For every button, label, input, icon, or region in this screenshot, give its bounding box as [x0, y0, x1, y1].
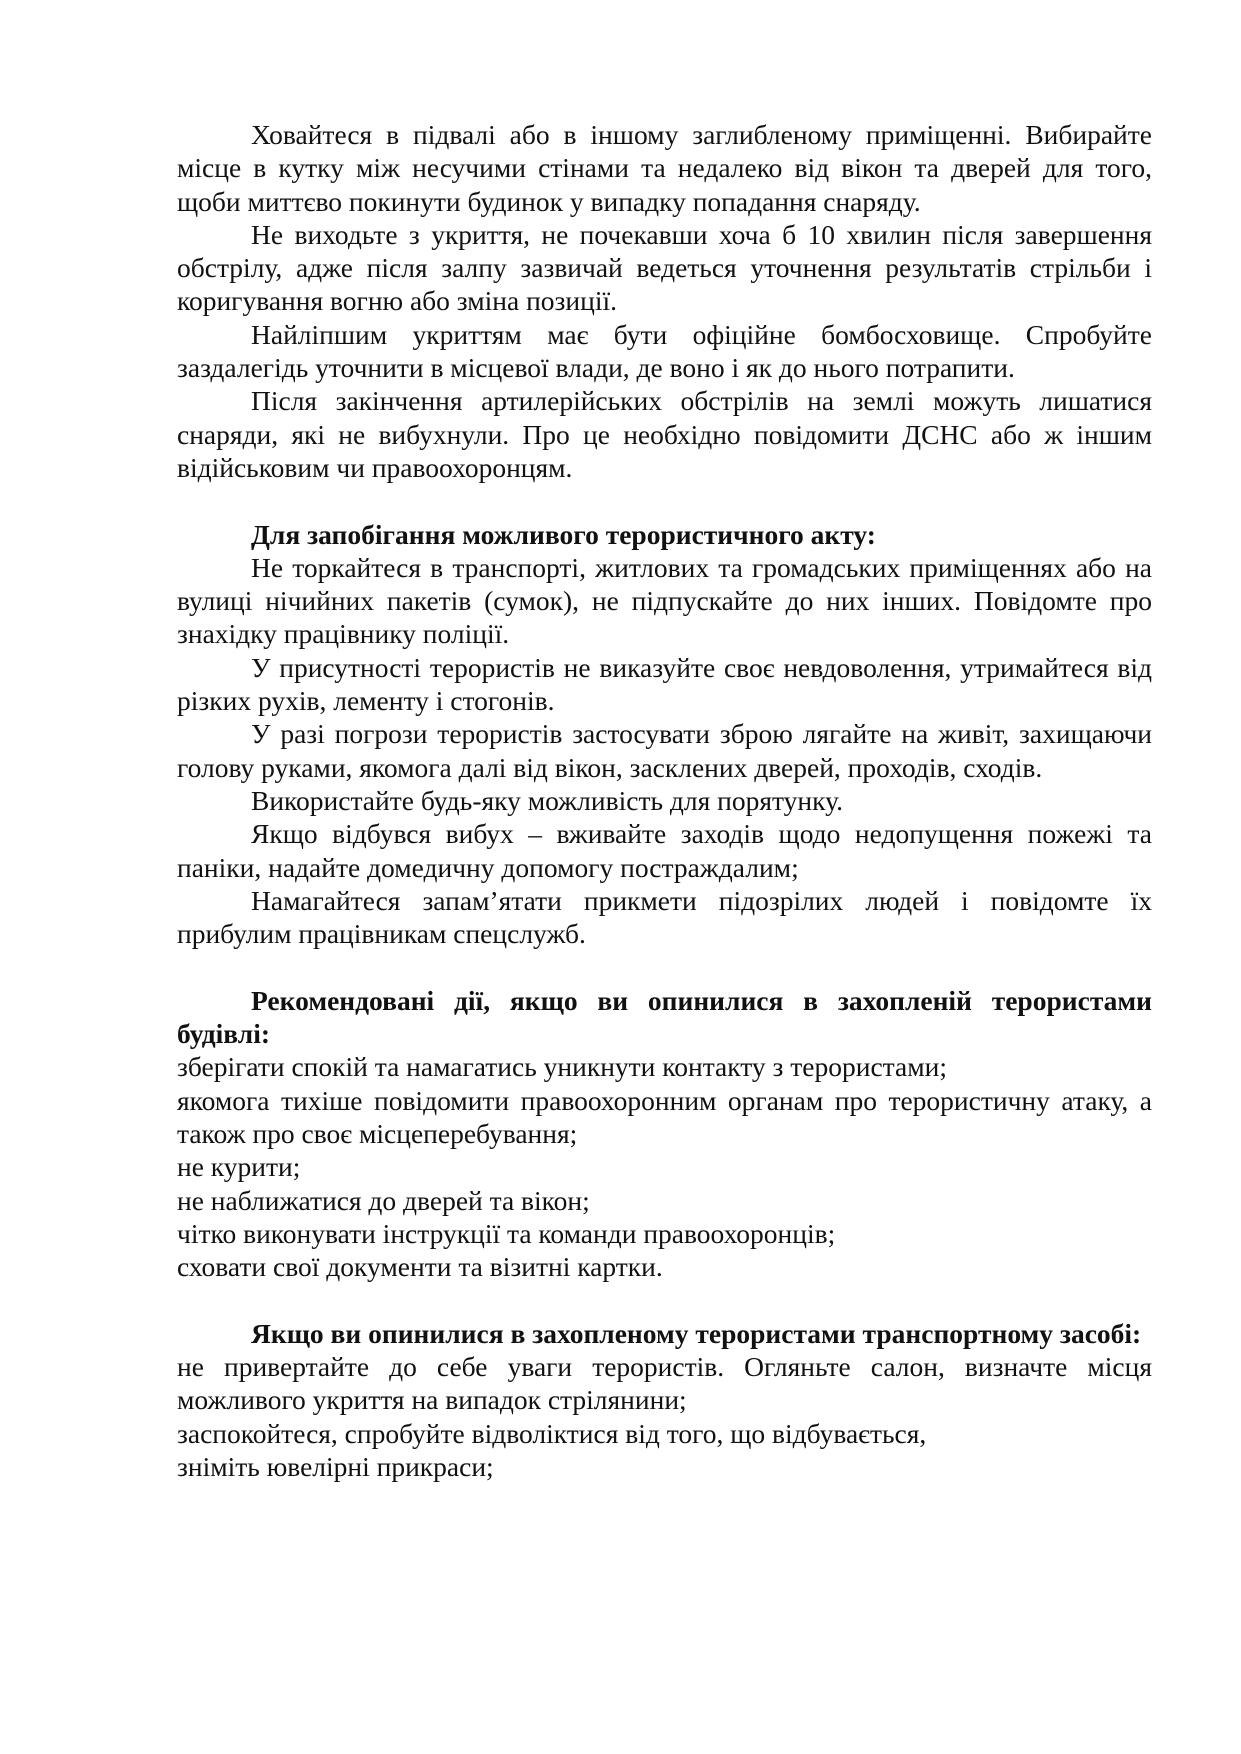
list-item: не наближатися до дверей та вікон;: [177, 1184, 590, 1216]
terror-prevention-section: [177, 518, 1152, 951]
paragraph-remember-suspects: Намагайтеся запам’ятати прикмети підозрілих людей і повідомте їх прибулим працівникам спецслужб.: [177, 884, 1152, 950]
paragraph-stay-in-shelter: Не виходьте з укриття, не почекавши хоча б 10 хвилин після завершення обстрілу, адже після залпу зазвичай ведеться уточнення результатів стрільби і коригування вогню або зміна позиції.: [177, 218, 1152, 317]
section-heading: Для запобігання можливого терористичного акту:: [251, 518, 876, 550]
list-item: сховати свої документи та візитні картки.: [177, 1251, 663, 1283]
shelling-section: [177, 118, 1152, 484]
vehicle-hostage-section: [177, 1317, 1152, 1483]
building-hostage-section: [177, 984, 1152, 1284]
list-item: не привертайте до себе уваги терористів. Огляньте салон, визначте місця можливого укриття на випадок стрілянини;: [177, 1350, 1152, 1416]
list-item: заспокойтеся, спробуйте відволіктися від того, що відбувається,: [177, 1417, 927, 1449]
list-item: зберігати спокій та намагатись уникнути контакту з терористами;: [177, 1051, 947, 1083]
list-item: зніміть ювелірні прикраси;: [177, 1450, 494, 1482]
document-page: [177, 118, 1152, 1483]
paragraph-unattended-bags: Не торкайтеся в транспорті, житлових та громадських приміщеннях або на вулиці нічийних пакетів (сумок), не підпускайте до них інших. Повідомте про знахідку працівнику поліції.: [177, 551, 1152, 650]
paragraph-unexploded-shells: Після закінчення артилерійських обстрілів на землі можуть лишатися снаряди, які не вибухнули. Про це необхідно повідомити ДСНС або ж іншим відійськовим чи правоохоронцям.: [177, 385, 1152, 483]
paragraph-explosion: Якщо відбувся вибух – вживайте заходів щодо недопущення пожежі та паніки, надайте домедичну допомогу постраждалим;: [177, 818, 1152, 883]
paragraph-terrorist-presence: У присутності терористів не виказуйте своє невдоволення, утримайтеся від різких рухів, лементу і стогонів.: [177, 651, 1152, 717]
section-gap: [177, 950, 1152, 983]
section-gap: [177, 1283, 1152, 1316]
paragraph-bomb-shelter: Найліпшим укриттям має бути офіційне бомбосховище. Спробуйте заздалегідь уточнити в місцевої влади, де воно і як до нього потрапити.: [177, 318, 1152, 384]
list-item: чітко виконувати інструкції та команди правоохоронців;: [177, 1217, 836, 1249]
list-item: не курити;: [177, 1151, 301, 1183]
paragraph-basement-shelter: Ховайтеся в підвалі або в іншому заглибленому приміщенні. Вибирайте місце в кутку між несучими стінами та недалеко від вікон та дверей для того, щоби миттєво покинути будинок у випадку попадання снаряду.: [177, 119, 1152, 217]
section-heading: Якщо ви опинилися в захопленому терористами транспортному засобі:: [251, 1317, 1142, 1349]
list-item: якомога тихіше повідомити правоохоронним органам про терористичну атаку, а також про своє місцеперебування;: [177, 1084, 1152, 1149]
section-gap: [177, 484, 1152, 517]
section-heading: Рекомендовані дії, якщо ви опинилися в захопленій терористами будівлі:: [177, 984, 1152, 1050]
paragraph-escape-chance: Використайте будь-яку можливість для порятунку.: [251, 784, 843, 816]
paragraph-weapon-threat: У разі погрози терористів застосувати зброю лягайте на живіт, захищаючи голову руками, якомога далі від вікон, засклених дверей, проходів, сходів.: [177, 718, 1152, 783]
